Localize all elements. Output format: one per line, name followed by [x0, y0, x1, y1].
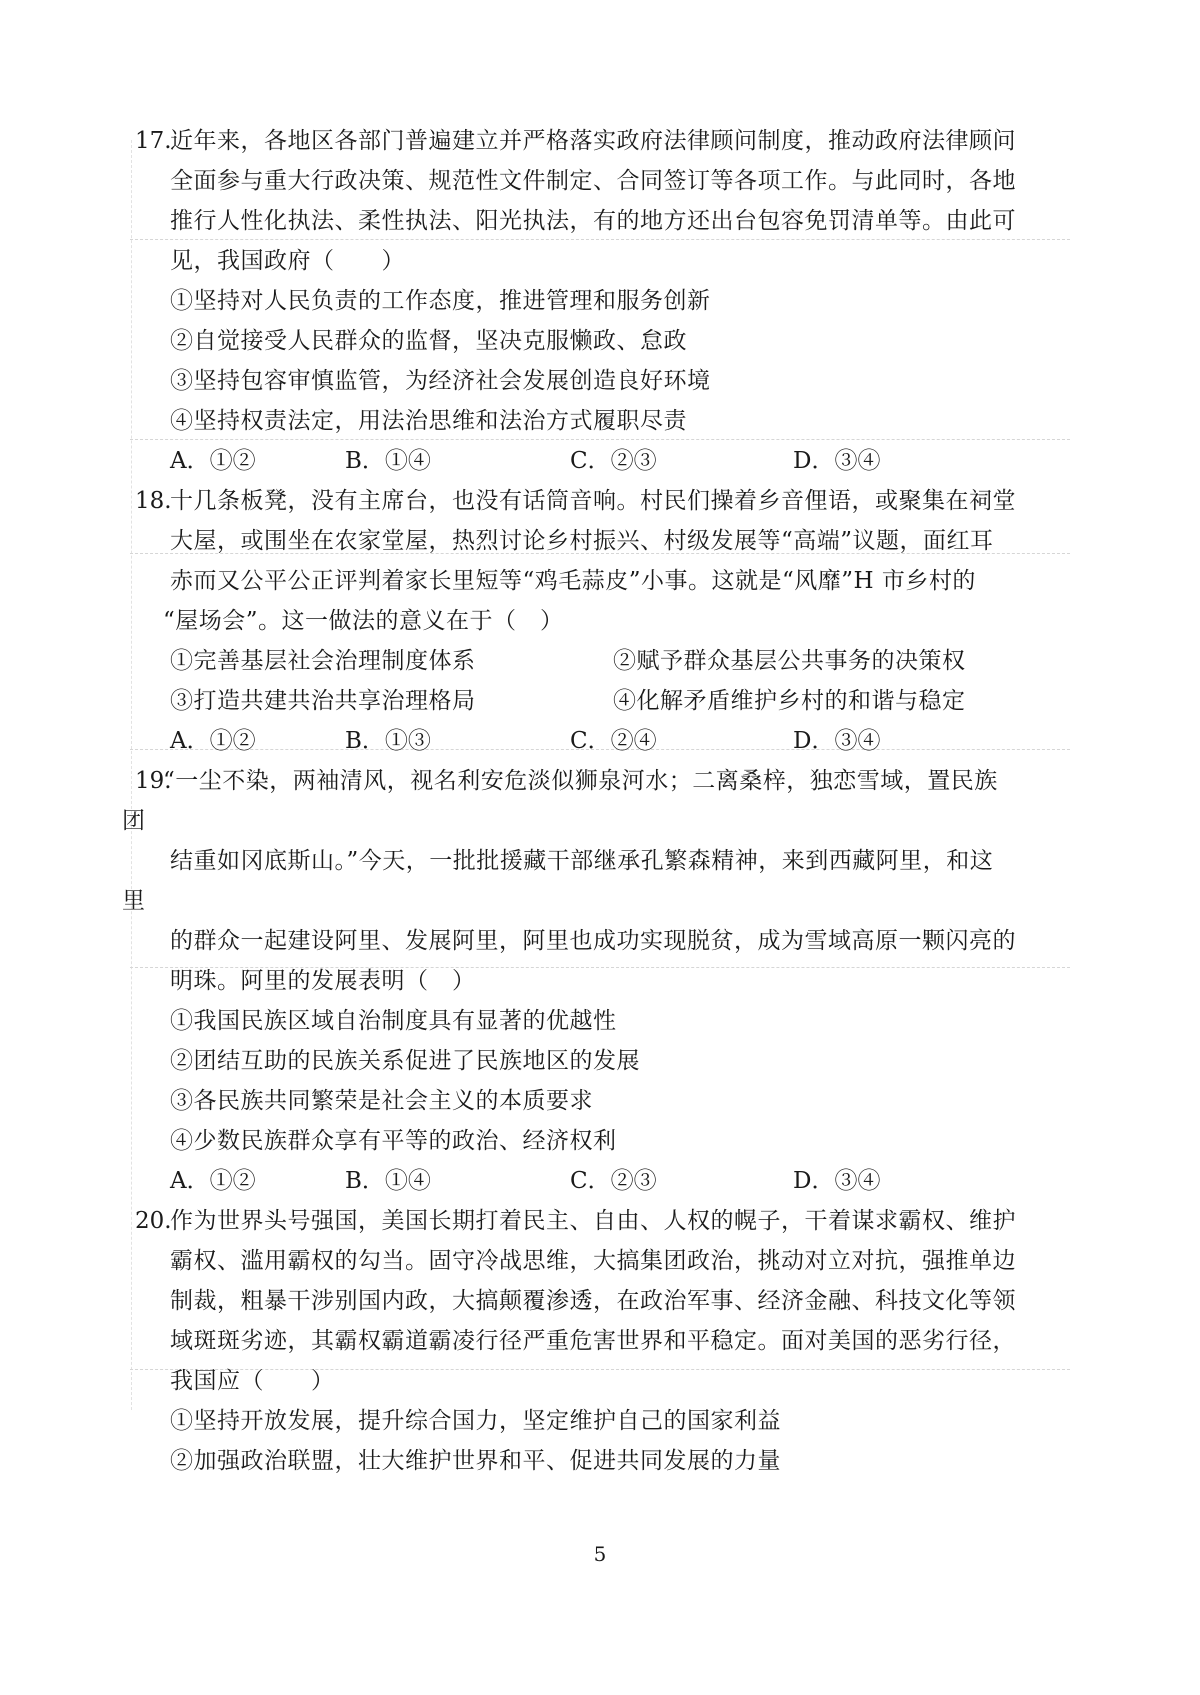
- statement-item: ①坚持开放发展，提升综合国力，坚定维护自己的国家利益: [170, 1408, 781, 1434]
- question-stem-line: 团: [122, 808, 146, 834]
- question-number: 19.: [135, 768, 172, 794]
- answer-option-a: A．①②: [170, 1168, 256, 1194]
- answer-option-c: C．②③: [570, 448, 657, 474]
- question-stem-line: 结重如冈底斯山。”今天，一批批援藏干部继承孔繁森精神，来到西藏阿里，和这: [170, 848, 994, 874]
- question-stem-line: 霸权、滥用霸权的勾当。固守冷战思维，大搞集团政治，挑动对立对抗，强推单边: [170, 1248, 1016, 1274]
- question-stem-line: 赤而又公平公正评判着家长里短等“鸡毛蒜皮”小事。这就是“风靡”H 市乡村的: [170, 568, 976, 594]
- answer-option-b: B．①④: [345, 1168, 431, 1194]
- answer-option-d: D．③④: [793, 448, 881, 474]
- question-number: 17.: [135, 128, 172, 154]
- page-number: 5: [593, 1542, 607, 1566]
- statement-item: ②加强政治联盟，壮大维护世界和平、促进共同发展的力量: [170, 1448, 781, 1474]
- question-stem-line: 十几条板凳，没有主席台，也没有话筒音响。村民们操着乡音俚语，或聚集在祠堂: [170, 488, 1016, 514]
- answer-option-a: A．①②: [170, 728, 256, 754]
- statement-item: ②团结互助的民族关系促进了民族地区的发展: [170, 1048, 640, 1074]
- question-number: 18.: [135, 488, 172, 514]
- guide-line: [130, 239, 1070, 240]
- question-stem-line: 全面参与重大行政决策、规范性文件制定、合同签订等各项工作。与此同时，各地: [170, 168, 1016, 194]
- statement-item: ④少数民族群众享有平等的政治、经济权利: [170, 1128, 617, 1154]
- statement-item: ③各民族共同繁荣是社会主义的本质要求: [170, 1088, 593, 1114]
- statement-item: ④坚持权责法定，用法治思维和法治方式履职尽责: [170, 408, 687, 434]
- statement-item: ②自觉接受人民群众的监督，坚决克服懒政、怠政: [170, 328, 687, 354]
- statement-item: ②赋予群众基层公共事务的决策权: [613, 648, 966, 674]
- question-stem-line: “屋场会”。这一做法的意义在于（ ）: [163, 608, 564, 634]
- answer-option-d: D．③④: [793, 728, 881, 754]
- question-number: 20.: [135, 1208, 172, 1234]
- question-stem-line: 大屋，或围坐在农家堂屋，热烈讨论乡村振兴、村级发展等“高端”议题，面红耳: [170, 528, 994, 554]
- question-stem-line: 推行人性化执法、柔性执法、阳光执法，有的地方还出台包容免罚清单等。由此可: [170, 208, 1016, 234]
- answer-option-a: A．①②: [170, 448, 256, 474]
- guide-line: [130, 439, 1070, 440]
- answer-option-d: D．③④: [793, 1168, 881, 1194]
- statement-item: ③打造共建共治共享治理格局: [170, 688, 476, 714]
- statement-item: ④化解矛盾维护乡村的和谐与稳定: [613, 688, 966, 714]
- question-stem-line: “一尘不染，两袖清风，视名利安危淡似狮泉河水；二离桑梓，独恋雪域，置民族: [163, 768, 998, 794]
- question-stem-line: 里: [122, 888, 146, 914]
- statement-item: ③坚持包容审慎监管，为经济社会发展创造良好环境: [170, 368, 711, 394]
- question-stem-line: 域斑斑劣迹，其霸权霸道霸凌行径严重危害世界和平稳定。面对美国的恶劣行径，: [170, 1328, 1016, 1354]
- question-stem-line: 制裁，粗暴干涉别国内政，大搞颠覆渗透，在政治军事、经济金融、科技文化等领: [170, 1288, 1016, 1314]
- answer-option-b: B．①③: [345, 728, 431, 754]
- question-stem-line: 作为世界头号强国，美国长期打着民主、自由、人权的幌子，干着谋求霸权、维护: [170, 1208, 1016, 1234]
- question-stem-line: 我国应（ ）: [170, 1368, 335, 1394]
- question-stem-line: 明珠。阿里的发展表明（ ）: [170, 968, 476, 994]
- question-stem-line: 见，我国政府（ ）: [170, 248, 405, 274]
- statement-item: ①我国民族区域自治制度具有显著的优越性: [170, 1008, 617, 1034]
- answer-option-c: C．②④: [570, 728, 657, 754]
- margin-guide: [131, 140, 132, 1410]
- statement-item: ①完善基层社会治理制度体系: [170, 648, 476, 674]
- answer-option-c: C．②③: [570, 1168, 657, 1194]
- answer-option-b: B．①④: [345, 448, 431, 474]
- question-stem-line: 近年来，各地区各部门普遍建立并严格落实政府法律顾问制度，推动政府法律顾问: [170, 128, 1016, 154]
- statement-item: ①坚持对人民负责的工作态度，推进管理和服务创新: [170, 288, 711, 314]
- question-stem-line: 的群众一起建设阿里、发展阿里，阿里也成功实现脱贫，成为雪域高原一颗闪亮的: [170, 928, 1016, 954]
